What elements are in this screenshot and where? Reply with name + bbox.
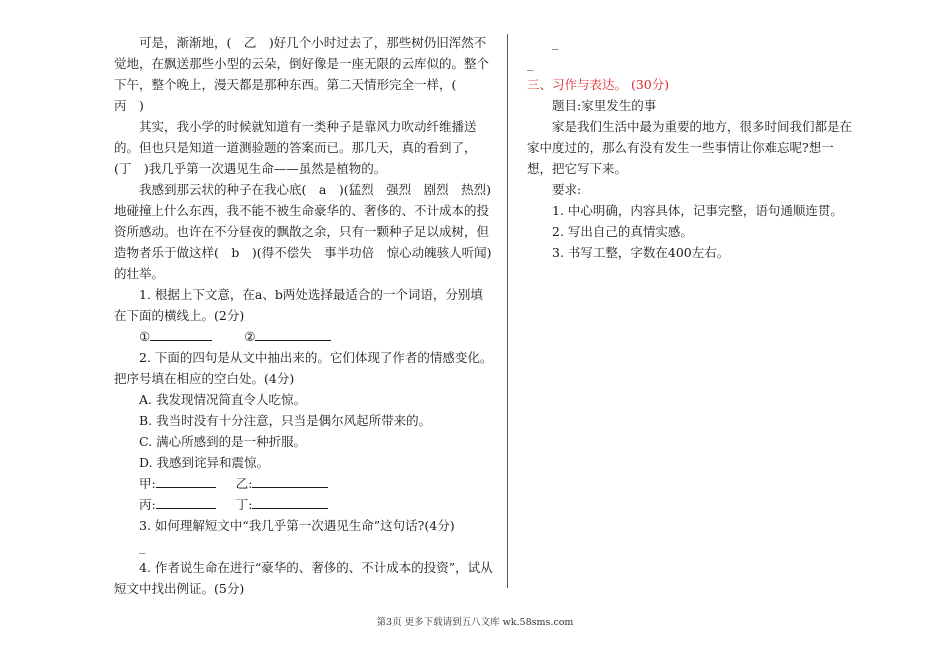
requirement-3: 3. 书写工整，字数在400左右。 [552,245,730,260]
essay-intro: 家是我们生活中最为重要的地方，很多时间我们都是在家中度过的，那么有没有发生一些事情让你难忘呢?想一想，把它写下来。 [527,119,853,176]
answer-blank-yi[interactable] [252,474,328,488]
blank-label-bing: 丙: [139,497,156,512]
blank-2-label: ② [244,329,256,344]
question-4: 4. 作者说生命在进行“豪华的、奢侈的、不计成本的投资”，试从短文中找出例证。(5分) [114,560,493,596]
blank-label-yi: 乙: [235,476,253,491]
answer-blank-bing[interactable] [156,495,216,509]
essay-topic: 题目:家里发生的事 [552,98,657,113]
right-column [527,32,857,263]
answer-blank-jia[interactable] [156,474,216,488]
answer-blank-ding[interactable] [252,495,328,509]
option-b: B. 我当时没有十分注意，只当是偶尔风起所带来的。 [139,413,432,428]
question-1-answer-row [139,326,494,347]
answer-blank-a[interactable] [150,327,212,341]
question-3: 3. 如何理解短文中“我几乎第一次遇见生命”这句话?(4分) [139,518,455,533]
passage-paragraph-1: 可是，渐渐地，( 乙 )好几个小时过去了，那些树仍旧浑然不觉地，在飘送那些小型的云朵，倒好像是一座无限的云库似的。整个下午，整个晚上，漫天都是那种东西。第二天情形完全一样，( 丙 ) [114,35,490,113]
blank-1-label: ① [139,329,151,344]
answer-mark-2: _ [527,56,534,71]
blank-label-ding: 丁: [235,497,253,512]
page-footer: 第3页 更多下载请到五八文库 wk.58sms.com [376,617,574,628]
passage-paragraph-3: 我感到那云状的种子在我心底( a )(猛烈 强烈 剧烈 热烈)地碰撞上什么东西，我不能不被生命豪华的、奢侈的、不计成本的投资所感动。也许在不分昼夜的飘散之余，只有一颗种子足以成树，但造物者乐于做这样( b )(得不偿失 事半功倍 惊心动魄骇人听闻)的壮举。 [114,182,492,281]
answer-blank-b[interactable] [255,327,331,341]
blank-label-jia: 甲: [139,476,156,491]
option-c: C. 满心所感到的是一种折服。 [139,434,307,449]
requirement-1: 1. 中心明确，内容具体，记事完整，语句通顺连贯。 [552,203,843,218]
option-a: A. 我发现情况简直令人吃惊。 [139,392,306,407]
section-title: 三、习作与表达。 (30分) [527,77,670,92]
column-divider [507,34,508,588]
answer-mark-1: _ [552,35,559,50]
left-column [114,32,494,599]
option-d: D. 我感到诧异和震惊。 [139,455,270,470]
question-3-answer-mark: _ [139,539,146,554]
requirement-2: 2. 写出自己的真情实感。 [552,224,693,239]
question-1: 1. 根据上下文意，在a、b两处选择最适合的一个词语，分别填在下面的横线上。(2分) [114,287,483,323]
question-2-answer-row-2 [139,494,494,515]
passage-paragraph-2: 其实，我小学的时候就知道有一类种子是靠风力吹动纤维播送的。但也只是知道一道测验题的答案而已。那几天，真的看到了，(丁 )我几乎第一次遇见生命——虽然是植物的。 [114,119,477,176]
question-2: 2. 下面的四句是从文中抽出来的。它们体现了作者的情感变化。把序号填在相应的空白处。(4分) [114,350,493,386]
requirements-label: 要求: [552,182,582,197]
question-2-answer-row-1 [139,473,494,494]
